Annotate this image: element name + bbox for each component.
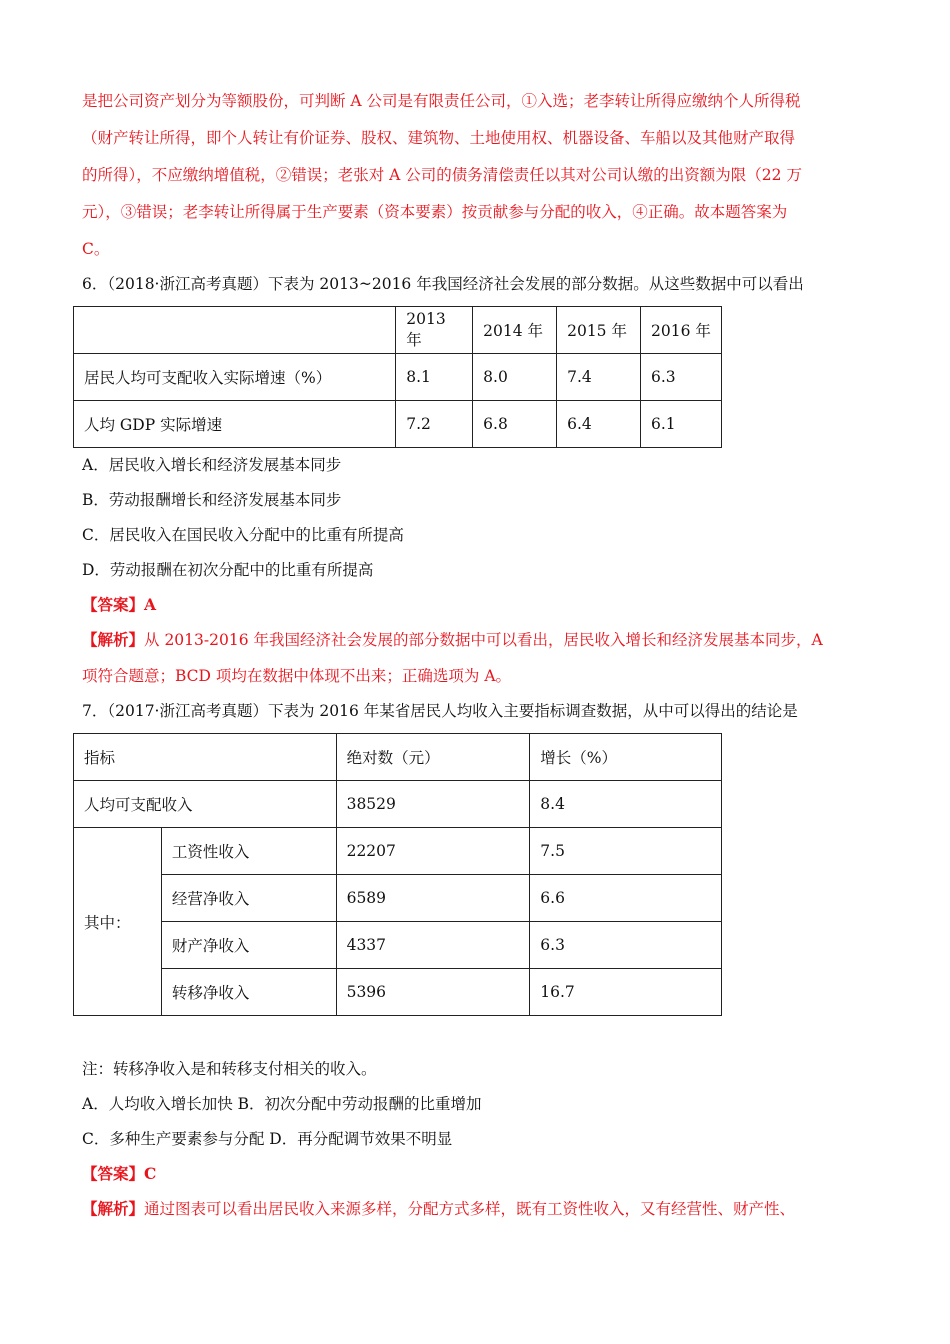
table-cell: 增长（%）	[530, 734, 722, 781]
table-row	[74, 781, 722, 828]
q6-analysis-line-1	[82, 630, 823, 650]
table-cell: 8.1	[396, 354, 473, 401]
table-cell: 8.4	[530, 781, 722, 828]
group-label-cell: 其中：	[74, 828, 162, 1016]
table-cell: 6589	[336, 875, 530, 922]
q6-analysis-line-2: 项符合题意；BCD 项均在数据中体现不出来；正确选项为 A。	[82, 667, 512, 685]
q7-stem: 7．（2017·浙江高考真题）下表为 2016 年某省居民人均收入主要指标调查数据，从中可以得出的结论是	[82, 702, 798, 720]
table-cell: 6.8	[473, 401, 557, 448]
table-cell: 工资性收入	[161, 828, 336, 875]
answer-label: 【答案】	[82, 595, 145, 614]
q6-option-d: D．劳动报酬在初次分配中的比重有所提高	[82, 561, 374, 579]
analysis-label: 【解析】	[82, 1199, 145, 1218]
table-cell: 指标	[74, 734, 337, 781]
table-cell: 人均 GDP 实际增速	[74, 401, 396, 448]
analysis-text: 通过图表可以看出居民收入来源多样，分配方式多样，既有工资性收入，又有经营性、财产性、	[144, 1200, 796, 1218]
q7-options-line-1: A．人均收入增长加快 B．初次分配中劳动报酬的比重增加	[82, 1095, 482, 1113]
prev-analysis-line-1: 是把公司资产划分为等额股份，可判断 A 公司是有限责任公司，①入选；老李转让所得应缴纳个人所得税	[82, 92, 801, 110]
q6-option-c: C．居民收入在国民收入分配中的比重有所提高	[82, 526, 404, 544]
table-row	[74, 969, 722, 1016]
q7-note: 注：转移净收入是和转移支付相关的收入。	[82, 1060, 377, 1078]
table-cell: 2014 年	[473, 307, 557, 354]
table-cell: 16.7	[530, 969, 722, 1016]
analysis-text: 从 2013-2016 年我国经济社会发展的部分数据中可以看出，居民收入增长和经济发展基本同步，A	[144, 631, 823, 649]
table-cell: 人均可支配收入	[74, 781, 337, 828]
answer-value: C	[144, 1164, 157, 1183]
q6-stem: 6．（2018·浙江高考真题）下表为 2013~2016 年我国经济社会发展的部分数据。从这些数据中可以看出	[82, 275, 804, 293]
prev-analysis-line-3: 的所得），不应缴纳增值税，②错误；老张对 A 公司的债务清偿责任以其对公司认缴的出资额为限（22 万	[82, 166, 802, 184]
q7-options-line-2: C．多种生产要素参与分配 D．再分配调节效果不明显	[82, 1130, 453, 1148]
analysis-label: 【解析】	[82, 630, 145, 649]
q6-answer	[82, 595, 156, 615]
answer-value: A	[144, 595, 157, 614]
q6-data-table	[73, 306, 722, 448]
table-row	[74, 922, 722, 969]
table-cell: 6.3	[530, 922, 722, 969]
table-cell: 经营净收入	[161, 875, 336, 922]
table-cell: 2015 年	[557, 307, 641, 354]
table-cell: 6.6	[530, 875, 722, 922]
q6-option-b: B．劳动报酬增长和经济发展基本同步	[82, 491, 342, 509]
table-cell: 财产净收入	[161, 922, 336, 969]
table-header-row	[74, 307, 722, 354]
table-cell: 6.3	[641, 354, 722, 401]
table-cell: 7.5	[530, 828, 722, 875]
table-header-row	[74, 734, 722, 781]
table-cell	[74, 307, 396, 354]
table-cell: 6.1	[641, 401, 722, 448]
table-row	[74, 828, 722, 875]
q7-data-table	[73, 733, 722, 1016]
answer-label: 【答案】	[82, 1164, 145, 1183]
table-cell: 居民人均可支配收入实际增速（%）	[74, 354, 396, 401]
prev-analysis-line-4: 元），③错误；老李转让所得属于生产要素（资本要素）按贡献参与分配的收入，④正确。故本题答案为	[82, 203, 788, 221]
table-cell: 绝对数（元）	[336, 734, 530, 781]
table-cell: 6.4	[557, 401, 641, 448]
table-cell: 7.4	[557, 354, 641, 401]
table-cell: 转移净收入	[161, 969, 336, 1016]
table-cell: 2013 年	[396, 307, 473, 354]
q7-answer	[82, 1164, 156, 1184]
table-cell: 38529	[336, 781, 530, 828]
table-cell: 2016 年	[641, 307, 722, 354]
table-row	[74, 354, 722, 401]
q6-option-a: A．居民收入增长和经济发展基本同步	[82, 456, 342, 474]
q7-analysis-line-1	[82, 1199, 795, 1219]
table-row	[74, 875, 722, 922]
table-cell: 5396	[336, 969, 530, 1016]
table-cell: 8.0	[473, 354, 557, 401]
table-cell: 7.2	[396, 401, 473, 448]
table-cell: 4337	[336, 922, 530, 969]
prev-analysis-line-2: （财产转让所得，即个人转让有价证券、股权、建筑物、土地使用权、机器设备、车船以及其他财产取得	[82, 129, 796, 147]
table-row	[74, 401, 722, 448]
prev-analysis-line-5: C。	[82, 240, 110, 258]
table-cell: 22207	[336, 828, 530, 875]
